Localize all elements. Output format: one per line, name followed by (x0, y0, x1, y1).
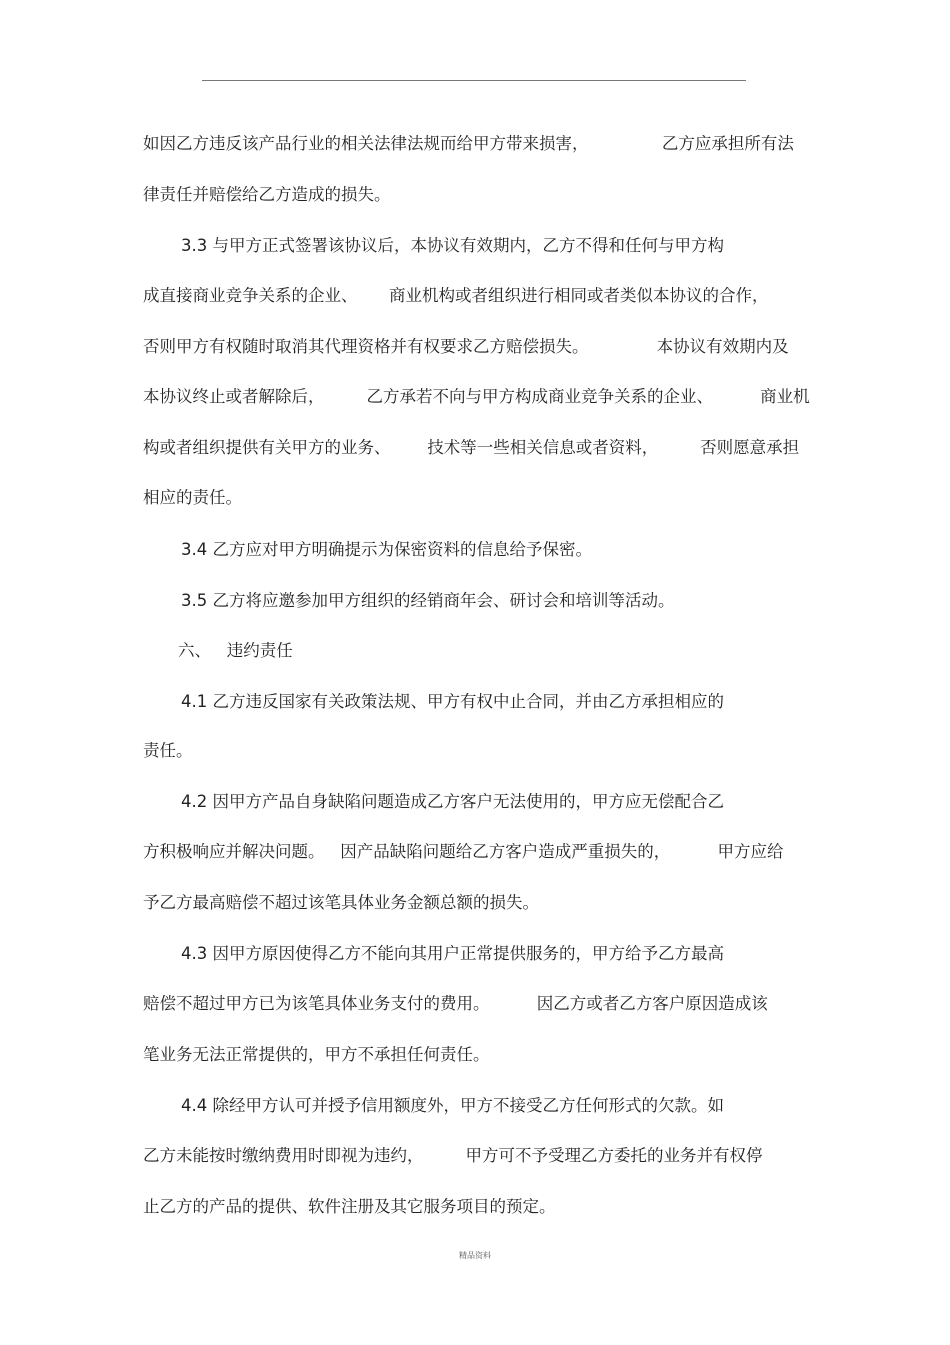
text-line: 如因乙方违反该产品行业的相关法律法规而给甲方带来损害， 乙方应承担所有法 (143, 134, 794, 153)
header-rule (202, 80, 746, 81)
text-line: 4.1 乙方违反国家有关政策法规、甲方有权中止合同，并由乙方承担相应的 (181, 692, 724, 711)
text-line: 笔业务无法正常提供的，甲方不承担任何责任。 (143, 1045, 490, 1064)
text-line: 责任。 (143, 741, 193, 760)
text-line: 3.5 乙方将应邀参加甲方组织的经销商年会、研讨会和培训等活动。 (181, 591, 675, 610)
text-line: 3.3 与甲方正式签署该协议后，本协议有效期内，乙方不得和任何与甲方构 (181, 236, 724, 255)
text-line: 3.4 乙方应对甲方明确提示为保密资料的信息给予保密。 (181, 540, 592, 559)
section-heading: 六、 违约责任 (178, 641, 293, 660)
text-line: 4.2 因甲方产品自身缺陷问题造成乙方客户无法使用的，甲方应无偿配合乙 (181, 792, 724, 811)
text-line: 律责任并赔偿给乙方造成的损失。 (143, 185, 391, 204)
text-line: 乙方未能按时缴纳费用时即视为违约， 甲方可不予受理乙方委托的业务并有权停 (143, 1146, 763, 1165)
text-line: 本协议终止或者解除后， 乙方承若不向与甲方构成商业竞争关系的企业、 商业机 (143, 387, 810, 406)
text-line: 4.3 因甲方原因使得乙方不能向其用户正常提供服务的，甲方给予乙方最高 (181, 944, 724, 963)
text-line: 成直接商业竞争关系的企业、 商业机构或者组织进行相同或者类似本协议的合作， (143, 286, 769, 305)
text-line: 赔偿不超过甲方已为该笔具体业务支付的费用。 因乙方或者乙方客户原因造成该 (143, 994, 768, 1013)
text-line: 4.4 除经甲方认可并授予信用额度外，甲方不接受乙方任何形式的欠款。如 (181, 1096, 724, 1115)
text-line: 方积极响应并解决问题。 因产品缺陷问题给乙方客户造成严重损失的， 甲方应给 (143, 842, 784, 861)
text-line: 否则甲方有权随时取消其代理资格并有权要求乙方赔偿损失。 本协议有效期内及 (143, 337, 789, 356)
text-line: 止乙方的产品的提供、软件注册及其它服务项目的预定。 (143, 1197, 556, 1216)
page-footer: 精品资料 (459, 1251, 491, 1260)
text-line: 相应的责任。 (143, 488, 242, 507)
text-line: 予乙方最高赔偿不超过该笔具体业务金额总额的损失。 (143, 893, 539, 912)
text-line: 构或者组织提供有关甲方的业务、 技术等一些相关信息或者资料， 否则愿意承担 (143, 438, 800, 457)
